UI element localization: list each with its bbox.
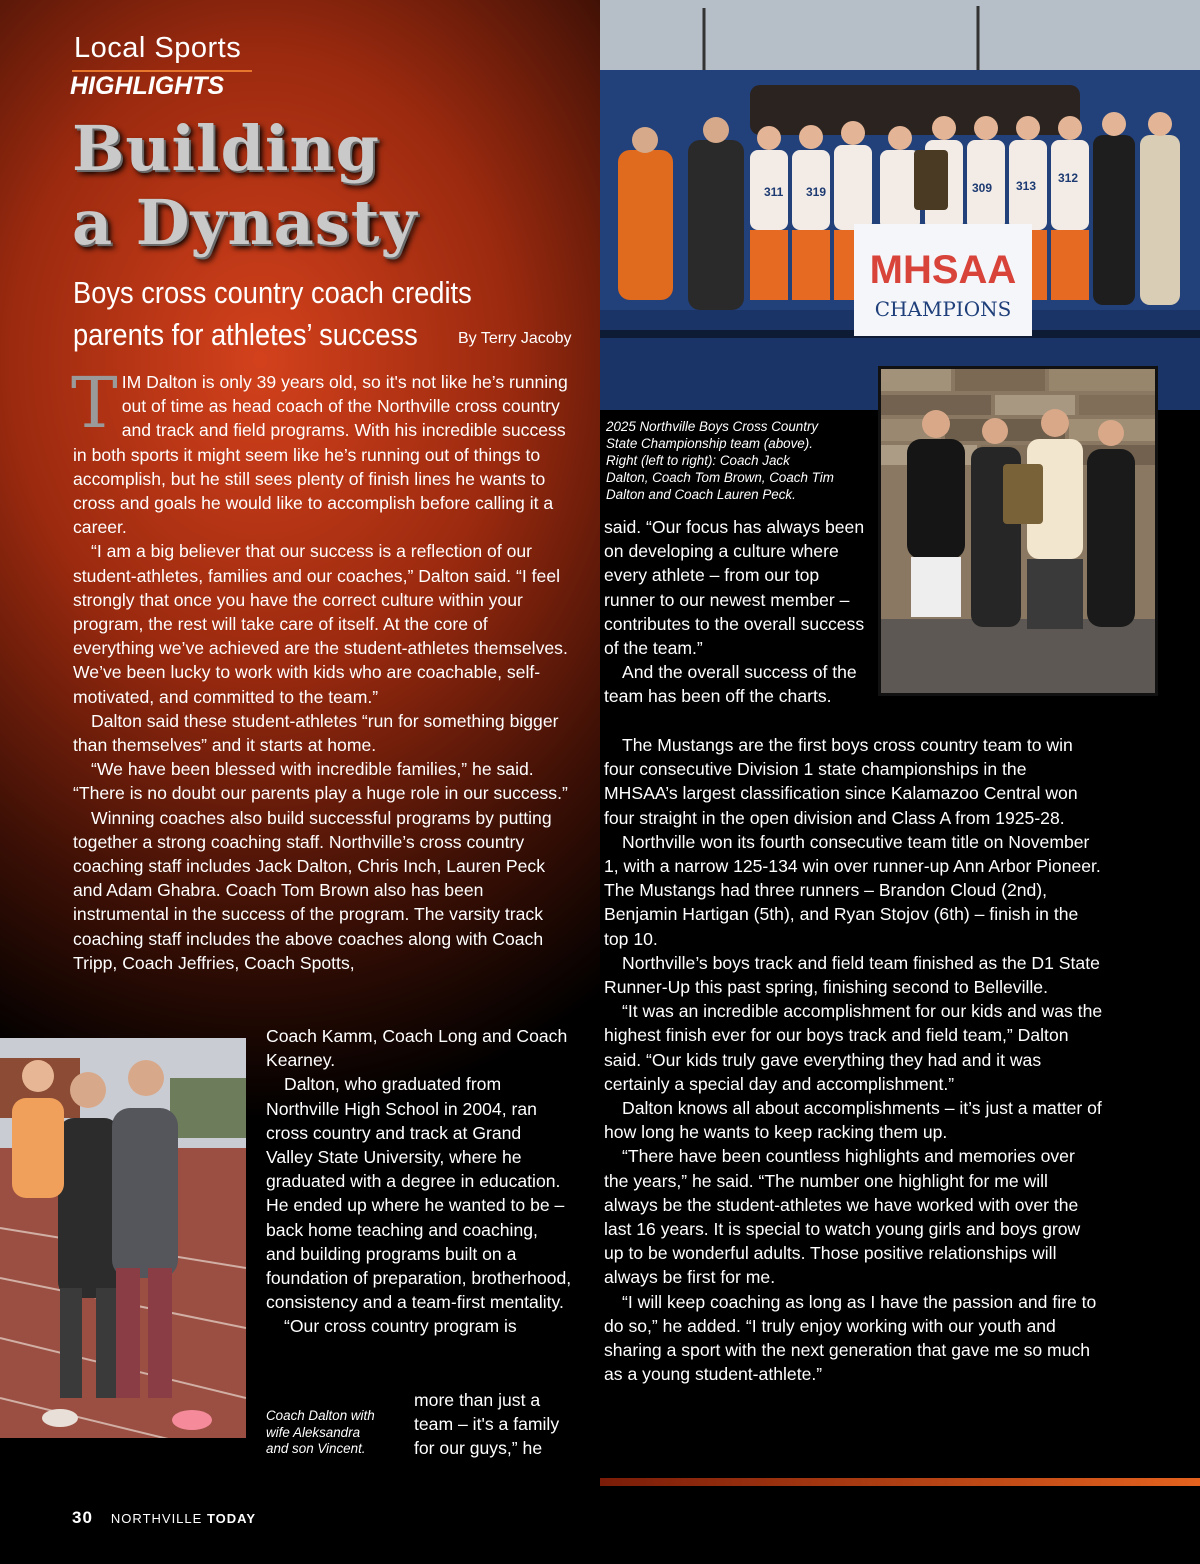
article-paragraph: The Mustangs are the first boys cross country team to win four consecutive Division 1 state championships in the MHSAA’s largest classification since Kalamazoo Central won four straight in the open division and Class A from 1925-28. <box>604 735 1078 828</box>
article-paragraph: Northville’s boys track and field team finished as the D1 State Runner-Up this past spring, finishing second to Belleville. <box>604 952 1100 998</box>
deck-line-1: Boys cross country coach credits <box>73 275 472 310</box>
article-column-1-end <box>414 1388 580 1461</box>
publication-name-bold: TODAY <box>206 1511 257 1526</box>
deck-line-2: parents for athletes’ success <box>73 317 418 352</box>
bib-1: 311 <box>764 185 784 199</box>
article-column-1-continued <box>266 1024 572 1339</box>
article-paragraph: “There have been countless highlights and memories over the years,” he said. “The number one highlight for me will always be the student-athletes we have worked with over the last 16 years. It is special to watch young girls and boys grow up to be wonderful adults. Those positive relationships will always be first for me. <box>604 1146 1081 1288</box>
section-label: Local Sports <box>74 32 242 64</box>
family-photo-caption <box>266 1408 406 1458</box>
team-photo <box>600 0 1200 410</box>
footer-rule <box>600 1478 1200 1486</box>
team-caption-line: Dalton and Coach Lauren Peck. <box>606 487 796 502</box>
byline: By Terry Jacoby <box>458 330 572 347</box>
banner-title: MHSAA <box>869 248 1017 292</box>
article-paragraph: Dalton knows all about accomplishments – it’s just a matter of how long he wants to keep racking them up. <box>604 1098 1102 1143</box>
publication-name: NORTHVILLE <box>110 1511 203 1526</box>
article-paragraph: “Our cross country program is <box>284 1316 517 1337</box>
article-paragraph: And the overall success of the team has been off the charts. <box>604 662 857 707</box>
article-column-2-narrow <box>604 515 869 709</box>
article-paragraph: “We have been blessed with incredible families,” he said. “There is no doubt our parents play a huge role in our success.” <box>73 759 568 804</box>
banner-subtitle: CHAMPIONS <box>874 297 1012 321</box>
team-caption-line: Dalton, Coach Tom Brown, Coach Tim <box>606 470 834 485</box>
coaches-photo <box>878 366 1158 696</box>
section-subtitle: HIGHLIGHTS <box>70 72 225 100</box>
article-paragraph: more than just a team – it's a family for our guys,” he <box>414 1390 560 1459</box>
team-photo-illustration <box>600 0 1200 410</box>
bib-5: 312 <box>1058 171 1079 185</box>
family-caption-line: wife Aleksandra <box>266 1424 361 1440</box>
article-paragraph: “I am a big believer that our success is a reflection of our student-athletes, families and our coaches,” Dalton said. “I feel strongly that once you have the correct culture within your program, the rest will take care of itself. At the core of everything we’ve achieved are the student-athletes themselves. We’ve been lucky to work with kids who are coachable, self-motivated, and committed to the team.” <box>73 541 568 707</box>
article-paragraph: “It was an incredible accomplishment for our kids and was the highest finish ever for our boys track and field team,” Dalton said. “Our kids truly gave everything they had and it was certainly a special day and accomplishment.” <box>604 1001 1103 1094</box>
article-paragraph: Northville won its fourth consecutive team title on November 1, with a narrow 125-134 win over runner-up Ann Arbor Pioneer. The Mustangs had three runners – Brandon Cloud (2nd), Benjamin Hartigan (5th), and Ryan Stojov (6th) – finish in the top 10. <box>604 831 1101 949</box>
article-paragraph: said. “Our focus has always been on developing a culture where every athlete – from our top runner to our newest member – contributes to the overall success of the team.” <box>604 517 865 659</box>
article-paragraph: Winning coaches also build successful programs by putting together a strong coaching staff. Northville’s cross country coaching staff includes Jack Dalton, Chris Inch, Lauren Peck and Adam Ghabra. Coach Tom Brown also has been instrumental in the success of the program. The varsity track coaching staff includes the above coaches along with Coach Tripp, Coach Jeffries, Coach Spotts, <box>73 807 552 973</box>
drop-cap: T <box>71 362 118 444</box>
bib-2: 319 <box>806 185 827 199</box>
bib-4: 313 <box>1016 179 1037 193</box>
family-caption-line: and son Vincent. <box>266 1441 366 1456</box>
mhsaa-banner <box>854 224 1032 336</box>
team-photo-caption <box>606 418 871 503</box>
bib-3: 309 <box>972 181 993 195</box>
headline-line-1: Building <box>72 112 380 185</box>
article-column-2 <box>604 733 1104 1386</box>
headline <box>72 112 592 260</box>
page-footer <box>72 1508 256 1528</box>
team-caption-line: Right (left to right): Coach Jack <box>606 453 790 468</box>
family-caption-line: Coach Dalton with <box>266 1408 375 1423</box>
team-caption-line: 2025 Northville Boys Cross Country <box>606 419 819 434</box>
article-column-1 <box>71 362 573 975</box>
team-caption-line: State Championship team (above). <box>606 436 813 451</box>
page-number: 30 <box>72 1508 93 1527</box>
article-paragraph: Coach Kamm, Coach Long and Coach Kearney. <box>266 1026 568 1071</box>
article-paragraph: Dalton, who graduated from Northville High School in 2004, ran cross country and track at Grand Valley State University, where he graduated with a degree in education. He ended up where he wanted to be – back home teaching and coaching, and building programs built on a foundation of preparation, brotherhood, consistency and a team-first mentality. <box>266 1074 572 1313</box>
coaches-photo-illustration <box>881 369 1155 693</box>
family-photo <box>0 1038 246 1438</box>
article-paragraph: Dalton said these student-athletes “run for something bigger than themselves” and it starts at home. <box>73 710 559 756</box>
article-paragraph: “I will keep coaching as long as I have the passion and fire to do so,” he added. “I truly enjoy working with our youth and sharing a sport with the next generation that gave me so much as a young student-athlete.” <box>604 1291 1097 1385</box>
family-photo-illustration <box>0 1038 246 1438</box>
article-paragraph: IM Dalton is only 39 years old, so it's not like he’s running out of time as head coach of the Northville cross country and track and field programs. With his incredible success in both sports it might seem like he’s running out of things to accomplish, but he still sees plenty of finish lines he wants to cross and goals he would like to accomplish before calling it a career. <box>73 372 568 538</box>
headline-line-2: a Dynasty <box>72 186 418 259</box>
